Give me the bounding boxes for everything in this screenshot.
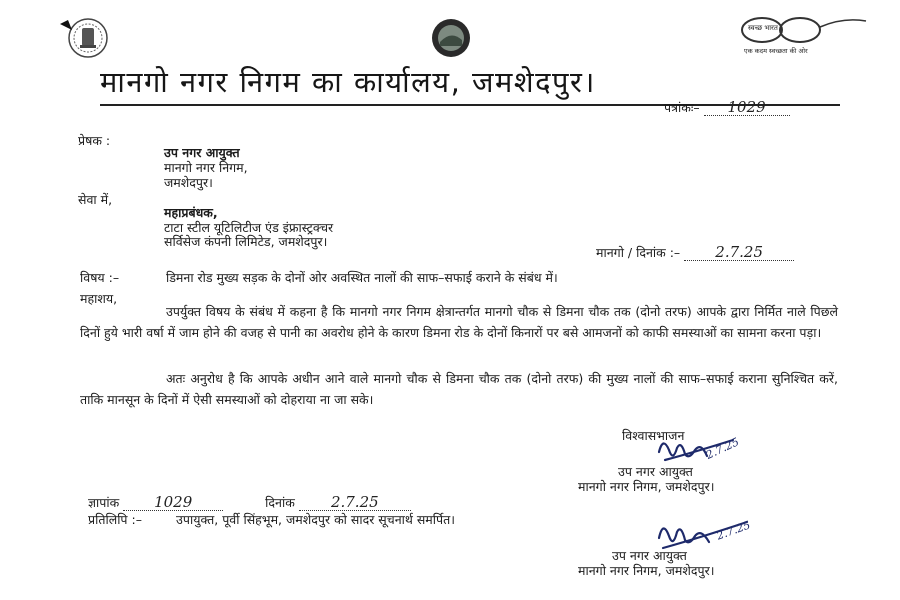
memo-line: [88, 495, 411, 511]
signature-2-date: 2.7.25: [714, 518, 753, 543]
sender-line3: जमशेदपुर।: [164, 175, 213, 190]
municipal-corporation-seal: [427, 18, 475, 58]
recipient-line3: सर्विसेज कंपनी लिमिटेड, जमशेदपुर।: [164, 234, 328, 249]
subject-text: डिमना रोड मुख्य सड़क के दोनों ओर अवस्थित नालों की साफ–सफाई कराने के संबंध में।: [166, 270, 558, 285]
sender-label: प्रेषक :: [78, 133, 111, 148]
sender-line1: उप नगर आयुक्त: [164, 145, 240, 160]
closing-designation: उप नगर आयुक्त: [618, 464, 693, 479]
sender-line2: मानगो नगर निगम,: [164, 160, 248, 175]
swachh-bharat-logo: [738, 15, 868, 57]
body-paragraph-2: अतः अनुरोध है कि आपके अधीन आने वाले मानगो चौक से डिमना चौक तक (दोनो तरफ) की मुख्य नालों की साफ–सफाई कराना सुनिश्चित करें, ताकि मानसून के दिनों में ऐसी समस्याओं को दोहराया ना जा सके।: [80, 371, 838, 407]
swachh-bharat-tagline: एक कदम स्वच्छता की ओर: [744, 47, 808, 55]
patrank-label: पत्रांकः–: [664, 100, 700, 115]
patrank: [664, 100, 790, 116]
dinank-value: 2.7.25: [299, 495, 411, 511]
salutation: महाशय,: [80, 291, 118, 306]
date-label: मानगो / दिनांक :–: [596, 245, 681, 260]
body-paragraph-1: उपर्युक्त विषय के संबंध में कहना है कि मानगो नगर निगम क्षेत्रान्तर्गत मानगो चौक से डिमना चौक तक (दोनो तरफ) आपके द्वारा निर्मित नाले पिछले दिनों हुये भारी वर्षा में जाम होने की वजह से पानी का अवरोध होने के कारण डिमना रोड के दोनों किनारों पर बसे आमजनों को काफी समस्याओं का सामना करना पड़ा।: [80, 304, 838, 340]
closing2-office: मानगो नगर निगम, जमशेदपुर।: [578, 563, 715, 578]
signature-1-date: 2.7.25: [703, 435, 742, 462]
dinank-label: दिनांक: [265, 495, 295, 510]
recipient-line2: टाटा स्टील यूटिलिटीज एंड इंफ्रास्ट्रक्चर: [164, 220, 334, 235]
closing-office: मानगो नगर निगम, जमशेदपुर।: [578, 479, 715, 494]
recipient-label: सेवा में,: [78, 192, 113, 207]
state-emblem-logo: [60, 16, 108, 60]
patrank-value: 1029: [704, 100, 790, 116]
date-value: 2.7.25: [684, 245, 794, 261]
gyapank-label: ज्ञापांक: [88, 495, 120, 510]
pratilipi-label: प्रतिलिपि :–: [88, 512, 142, 527]
pratilipi-text: उपायुक्त, पूर्वी सिंहभूम, जमशेदपुर को सादर सूचनार्थ समर्पित।: [176, 512, 455, 527]
gyapank-value: 1029: [123, 495, 223, 511]
office-title: मानगो नगर निगम का कार्यालय, जमशेदपुर।: [100, 65, 596, 99]
recipient-line1: महाप्रबंधक,: [164, 205, 218, 220]
swachh-bharat-logo-text: स्वच्छ भारत: [748, 24, 778, 32]
date-line: [596, 245, 794, 261]
subject-label: विषय :–: [80, 270, 120, 285]
closing2-designation: उप नगर आयुक्त: [612, 548, 687, 563]
closing-yours-faithfully: विश्वासभाजन: [622, 428, 685, 443]
